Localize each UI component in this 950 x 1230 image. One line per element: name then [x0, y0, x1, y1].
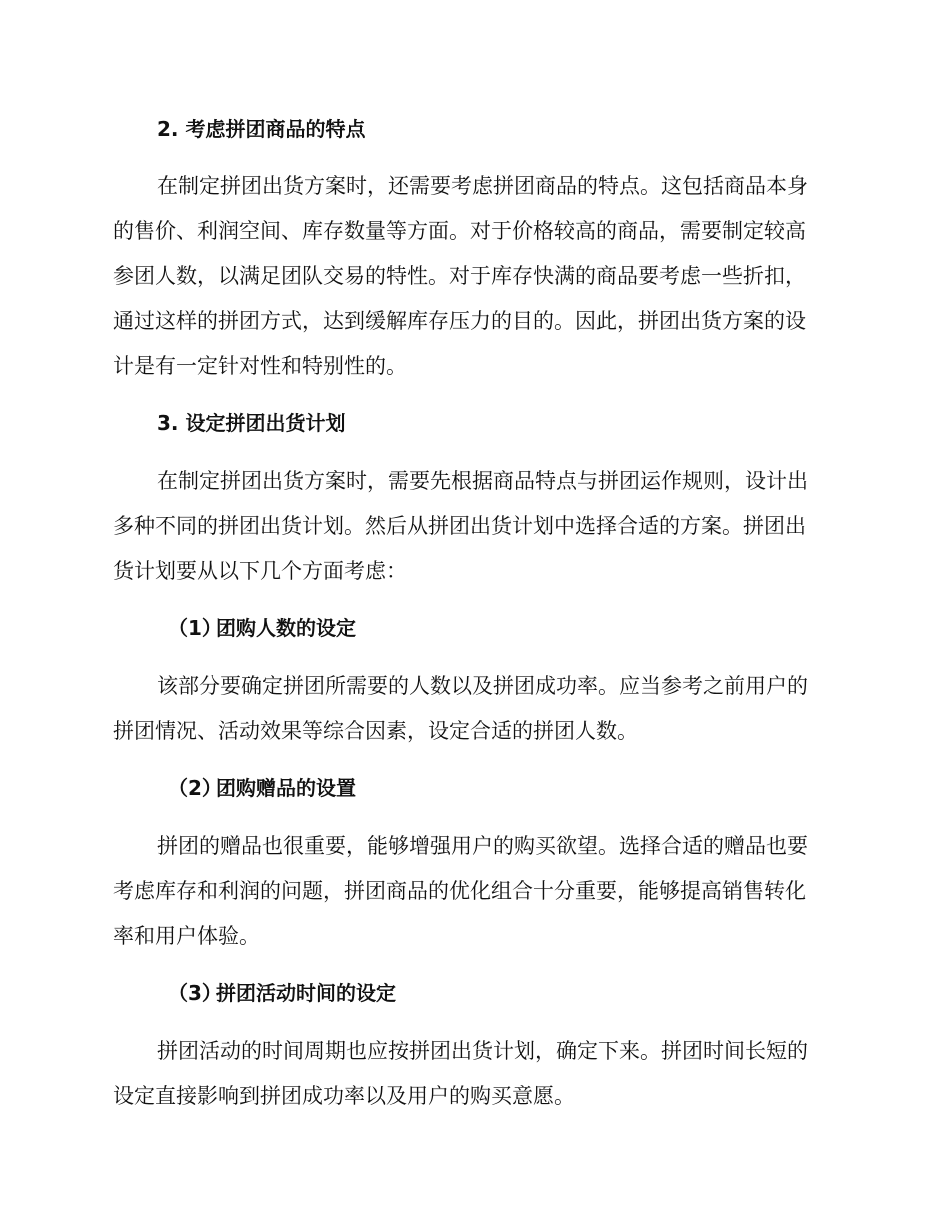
item-number: （2）	[168, 776, 222, 800]
section-heading: 3. 设定拼团出货计划	[157, 411, 346, 435]
paragraph-line: 设定直接影响到拼团成功率以及用户的购买意愿。	[113, 1084, 575, 1108]
paragraph-line: 参团人数，以满足团队交易的特性。对于库存快满的商品要考虑一些折扣，	[113, 264, 806, 288]
sub-heading	[168, 776, 356, 800]
paragraph-line: 通过这样的拼团方式，达到缓解库存压力的目的。因此，拼团出货方案的设	[113, 309, 806, 333]
item-title: 拼团活动时间的设定	[216, 981, 396, 1005]
item-number: （1）	[168, 616, 222, 640]
paragraph-line: 拼团活动的时间周期也应按拼团出货计划，确定下来。拼团时间长短的	[157, 1039, 808, 1063]
paragraph-line: 多种不同的拼团出货计划。然后从拼团出货计划中选择合适的方案。拼团出	[113, 514, 806, 538]
item-title: 团购人数的设定	[216, 616, 356, 640]
paragraph-line: 拼团的赠品也很重要，能够增强用户的购买欲望。选择合适的赠品也要	[157, 834, 808, 858]
sub-heading	[168, 981, 396, 1005]
paragraph-line: 货计划要从以下几个方面考虑：	[113, 559, 407, 583]
paragraph-line: 考虑库存和利润的问题，拼团商品的优化组合十分重要，能够提高销售转化	[113, 879, 806, 903]
item-title: 团购赠品的设置	[216, 776, 356, 800]
paragraph-line: 的售价、利润空间、库存数量等方面。对于价格较高的商品，需要制定较高	[113, 219, 806, 243]
paragraph-line: 在制定拼团出货方案时，还需要考虑拼团商品的特点。这包括商品本身	[157, 174, 808, 198]
paragraph-line: 率和用户体验。	[113, 924, 260, 948]
section-heading: 2. 考虑拼团商品的特点	[157, 117, 366, 141]
paragraph-line: 拼团情况、活动效果等综合因素，设定合适的拼团人数。	[113, 719, 638, 743]
paragraph-line: 该部分要确定拼团所需要的人数以及拼团成功率。应当参考之前用户的	[157, 674, 808, 698]
sub-heading	[168, 616, 356, 640]
item-number: （3）	[168, 981, 222, 1005]
paragraph-line: 在制定拼团出货方案时，需要先根据商品特点与拼团运作规则，设计出	[157, 469, 808, 493]
paragraph-line: 计是有一定针对性和特别性的。	[113, 354, 407, 378]
